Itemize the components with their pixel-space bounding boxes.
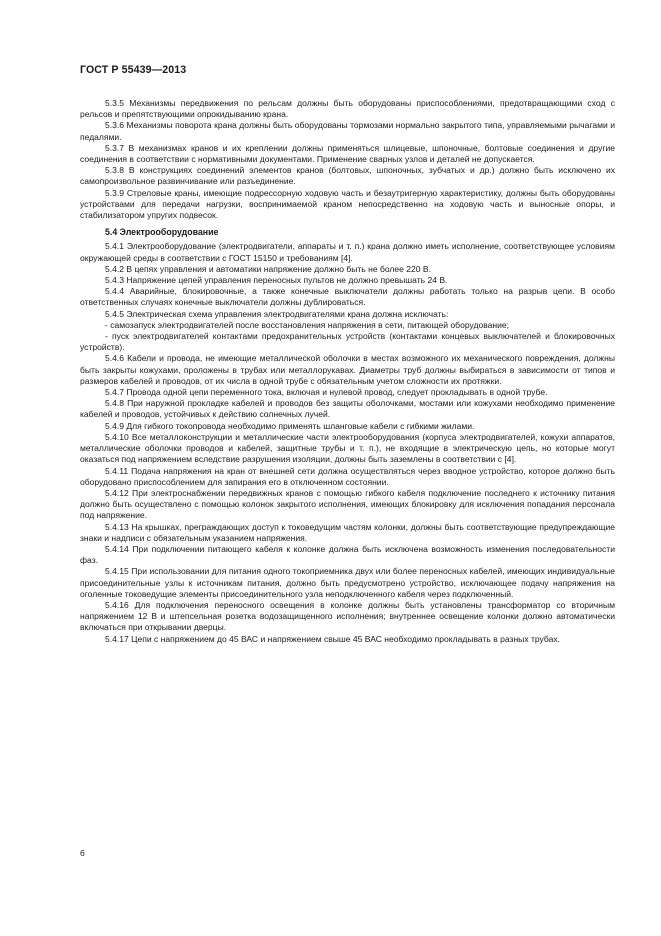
page-number: 6 xyxy=(80,848,85,858)
paragraph: - самозапуск электродвигателей после восстановления напряжения в сети, питающей оборудование; xyxy=(105,319,510,330)
paragraph: 5.3.5 Механизмы передвижения по рельсам должны быть оборудованы приспособлениями, предотвращающими сход с рельсов и препятствующими опрокидыванию крана. xyxy=(80,98,615,120)
paragraph: 5.4.5 Электрическая схема управления электродвигателями крана должна исключать: xyxy=(105,308,449,319)
paragraph: 5.4.9 Для гибкого токопровода необходимо применять шланговые кабели с гибкими жилами. xyxy=(105,420,475,431)
paragraph: 5.4.10 Все металлоконструкции и металлические части электрооборудования (корпуса электродвигателей, кожухи аппаратов, металлические оболочки проводов и кабелей, защитные трубы и т. п.), не входящие в электрическую цепь, но которые могут оказаться под напряжением вследствие разрушения изоляции, должны быть заземлены в соответствии с [4]. xyxy=(80,431,615,465)
paragraph: - пуск электродвигателей контактами предохранительных устройств (контактами концевых выключателей и блокировочных устройств). xyxy=(80,331,615,353)
paragraph: 5.4.1 Электрооборудование (электродвигатели, аппараты и т. п.) крана должно иметь исполнение, соответствующее условиям окружающей среды в соответствии с ГОСТ 15150 и требованиям [4]. xyxy=(80,241,615,263)
paragraph: 5.4.8 При наружной прокладке кабелей и проводов без защиты оболочками, мостами или кожухами необходимо применение кабелей и проводов, устойчивых к действию солнечных лучей. xyxy=(80,398,615,420)
paragraph: 5.4.6 Кабели и провода, не имеющие металлической оболочки в местах возможного их механического повреждения, должны быть закрыты кожухами, проложены в трубах или металлорукавах. Диаметры труб должны выбираться в зависимости от типов и размеров кабелей и проводов, от их числа в одной трубе с обязательным учетом сложности их протяжки. xyxy=(80,353,615,386)
paragraph: 5.4.7 Провода одной цепи переменного тока, включая и нулевой провод, следует прокладывать в одной трубе. xyxy=(105,387,548,398)
document-header: ГОСТ Р 55439—2013 xyxy=(80,64,187,76)
paragraph: 5.4.12 При электроснабжении передвижных кранов с помощью гибкого кабеля подключение последнего к источнику питания должно быть осуществлено с помощью колонок закрытого исполнения, имеющих блокировку для исключения попадания персонала под напряжение. xyxy=(80,487,615,521)
paragraph: 5.3.6 Механизмы поворота крана должны быть оборудованы тормозами нормально закрытого типа, управляемыми рычагами и педалями. xyxy=(80,120,615,142)
paragraph: 5.4.2 В цепях управления и автоматики напряжение должно быть не более 220 В. xyxy=(105,263,432,274)
paragraph: 5.4.15 При использовании для питания одного токоприемника двух или более переносных кабелей, имеющих индивидуальные присоединительные узлы к источникам питания, должно быть предусмотрено устройство, исключающее подачу напряжения на оголенные токоведущие элементы присоединительного узла неподключенного кабеля через подключенный. xyxy=(80,566,615,599)
section-heading: 5.4 Электрооборудование xyxy=(105,227,219,238)
paragraph: 5.4.16 Для подключения переносного освещения в колонке должны быть установлены трансформатор со вторичным напряжением 12 В и штепсельная розетка водозащищенного исполнения; внутреннее освещение колонки должно автоматически включаться при открывании дверцы. xyxy=(80,599,615,633)
paragraph: 5.3.7 В механизмах кранов и их креплении должны применяться шлицевые, шпоночные, болтовые соединения и другие соединения в соответствии с нормативными документами. Применение сварных узлов и деталей не допускается. xyxy=(80,142,615,165)
paragraph: 5.4.4 Аварийные, блокировочные, а также конечные выключатели должны работать только на разрыв цепи. В особо ответственных случаях конечные выключатели должны дублироваться. xyxy=(80,286,615,308)
paragraph: 5.4.13 На крышках, преграждающих доступ к токоведущим частям колонки, должны быть соответствующие предупреждающие знаки и надписи с обязательным указанием напряжения. xyxy=(80,521,615,543)
paragraph: 5.4.3 Напряжение цепей управления переносных пультов не должно превышать 24 В. xyxy=(105,275,448,286)
paragraph: 5.3.8 В конструкциях соединений элементов кранов (болтовых, шпоночных, зубчатых и др.) должно быть исключено их самопроизвольное развинчивание или разъединение. xyxy=(80,165,615,187)
paragraph: 5.4.17 Цепи с напряжением до 45 ВАС и напряжением свыше 45 ВАС необходимо прокладывать в разных трубах. xyxy=(105,633,561,644)
paragraph: 5.4.14 При подключении питающего кабеля к колонке должна быть исключена возможность изменения последовательности фаз. xyxy=(80,543,615,566)
document-body xyxy=(80,98,615,645)
paragraph: 5.3.9 Стреловые краны, имеющие подрессорную ходовую часть и безаутригерную характеристику, должны быть оборудованы устройствами для передачи нагрузки, воспринимаемой краном непосредственно на ходовую часть и выносные опоры, и стабилизатором упругих подвесок. xyxy=(80,187,615,221)
paragraph: 5.4.11 Подача напряжения на кран от внешней сети должна осуществляться через вводное устройство, которое должно быть оборудовано приспособлением для запирания его в отключенном состоянии. xyxy=(80,465,615,487)
